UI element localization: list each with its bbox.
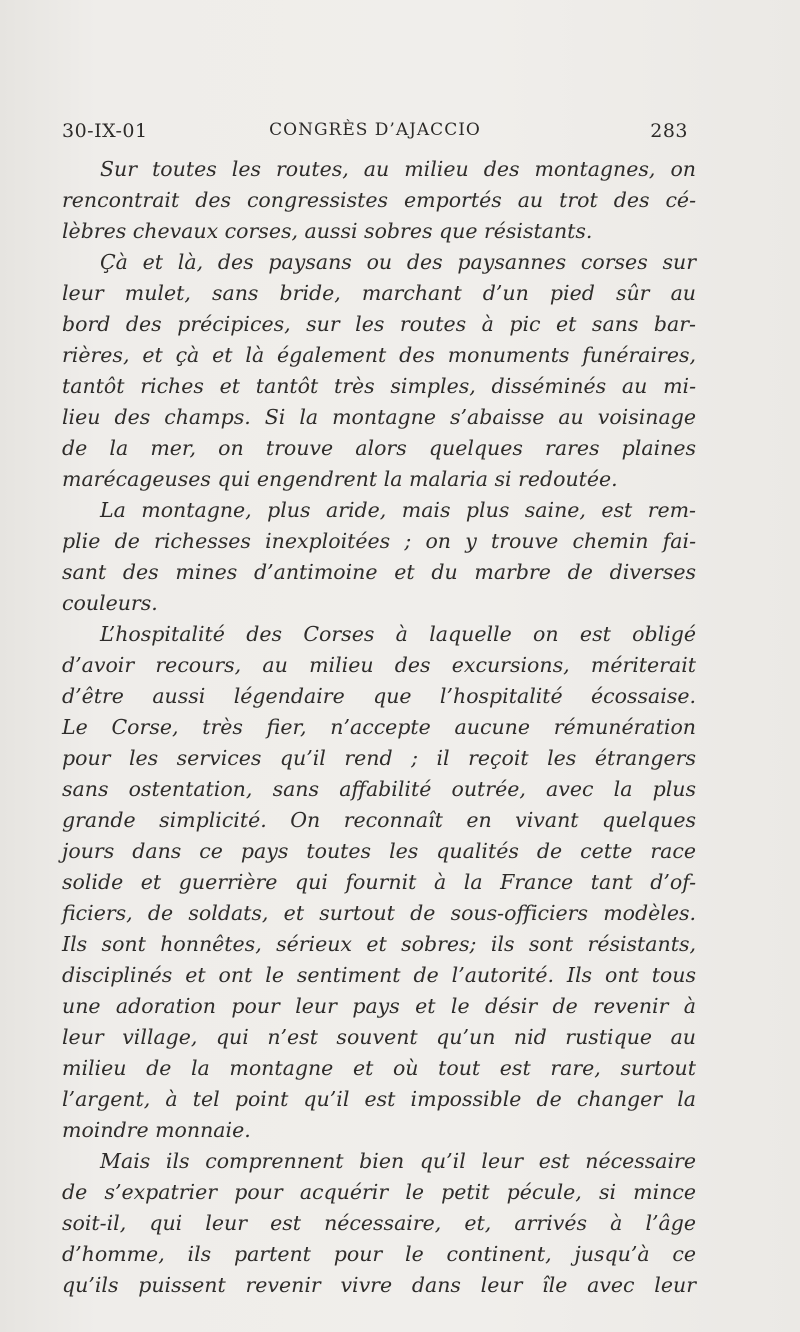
text-line: La montagne, plus aride, mais plus saine, est rem-	[100, 498, 696, 522]
text-line: marécageuses qui engendrent la malaria si redoutée.	[62, 467, 618, 491]
text-line: lèbres chevaux corses, aussi sobres que résistants.	[62, 219, 593, 243]
text-line: de la mer, on trouve alors quelques rares plaines	[62, 436, 696, 460]
text-line: disciplinés et ont le sentiment de l’autorité. Ils ont tous	[62, 963, 696, 987]
text-line: de s’expatrier pour acquérir le petit pécule, si mince	[62, 1180, 696, 1204]
text-line: leur mulet, sans bride, marchant d’un pied sûr au	[62, 281, 696, 305]
text-line: d’homme, ils partent pour le continent, jusqu’à ce	[62, 1242, 696, 1266]
text-line: tantôt riches et tantôt très simples, disséminés au mi-	[62, 374, 696, 398]
body-text	[62, 154, 696, 1301]
text-line: Çà et là, des paysans ou des paysannes corses sur	[100, 250, 696, 274]
text-line: sans ostentation, sans affabilité outrée, avec la plus	[62, 777, 696, 801]
text-line: Mais ils comprennent bien qu’il leur est nécessaire	[100, 1149, 696, 1173]
page-number: 283	[650, 120, 688, 142]
text-line: qu’ils puissent revenir vivre dans leur île avec leur	[62, 1273, 696, 1297]
header-date: 30-IX-01	[62, 120, 148, 142]
text-line: rières, et çà et là également des monuments funéraires,	[62, 343, 696, 367]
text-line: bord des précipices, sur les routes à pic et sans bar-	[62, 312, 696, 336]
text-line: une adoration pour leur pays et le désir de revenir à	[62, 994, 696, 1018]
text-line: soit-il, qui leur est nécessaire, et, arrivés à l’âge	[62, 1211, 696, 1235]
text-line: L’hospitalité des Corses à laquelle on est obligé	[100, 622, 696, 646]
text-line: leur village, qui n’est souvent qu’un nid rustique au	[62, 1025, 696, 1049]
text-line: jours dans ce pays toutes les qualités de cette race	[62, 839, 696, 863]
running-head	[62, 118, 688, 148]
text-line: d’être aussi légendaire que l’hospitalité écossaise.	[62, 684, 696, 708]
text-line: solide et guerrière qui fournit à la France tant d’of-	[62, 870, 696, 894]
header-title: CONGRÈS D’AJACCIO	[269, 120, 481, 140]
text-line: d’avoir recours, au milieu des excursions, mériterait	[62, 653, 696, 677]
text-line: ficiers, de soldats, et surtout de sous-officiers modèles.	[62, 901, 696, 925]
text-line: Le Corse, très fier, n’accepte aucune rémunération	[62, 715, 696, 739]
text-line: Sur toutes les routes, au milieu des montagnes, on	[100, 157, 696, 181]
text-line: Ils sont honnêtes, sérieux et sobres; ils sont résistants,	[62, 932, 696, 956]
text-line: lieu des champs. Si la montagne s’abaisse au voisinage	[62, 405, 696, 429]
text-line: grande simplicité. On reconnaît en vivant quelques	[62, 808, 696, 832]
text-line: rencontrait des congressistes emportés au trot des cé-	[62, 188, 696, 212]
text-line: pour les services qu’il rend ; il reçoit les étrangers	[62, 746, 696, 770]
text-line: plie de richesses inexploitées ; on y trouve chemin fai-	[62, 529, 696, 553]
text-line: milieu de la montagne et où tout est rare, surtout	[62, 1056, 696, 1080]
text-line: couleurs.	[62, 591, 158, 615]
text-line: moindre monnaie.	[62, 1118, 251, 1142]
text-line: l’argent, à tel point qu’il est impossible de changer la	[62, 1087, 696, 1111]
text-line: sant des mines d’antimoine et du marbre de diverses	[62, 560, 696, 584]
